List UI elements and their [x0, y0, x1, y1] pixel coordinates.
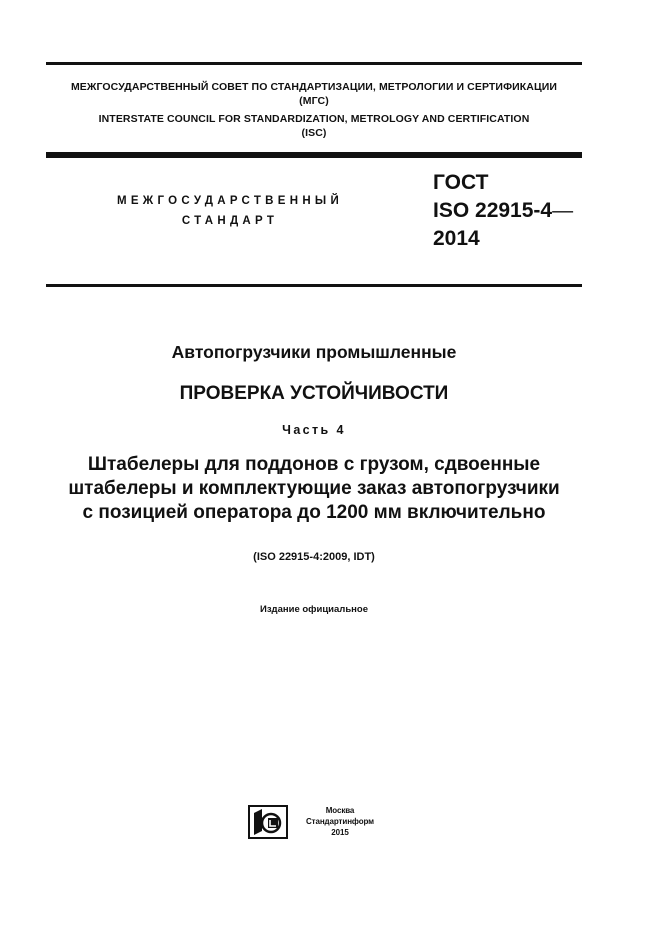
- publisher-imprint: [292, 805, 388, 838]
- title-subtitle: [46, 453, 582, 525]
- gost-designation: [433, 169, 573, 253]
- iso-reference: (ISO 22915-4:2009, IDT): [253, 551, 375, 563]
- standard-type-line1: МЕЖГОСУДАРСТВЕННЫЙ: [116, 195, 344, 207]
- publisher-year: 2015: [331, 828, 349, 837]
- standard-type: [90, 191, 370, 231]
- title-check: ПРОВЕРКА УСТОЙЧИВОСТИ: [179, 383, 449, 404]
- gost-line3: 2014: [433, 227, 480, 250]
- top-rule: [46, 62, 582, 65]
- council-en-line1: INTERSTATE COUNCIL FOR STANDARDIZATION, METROLOGY AND CERTIFICATION: [98, 113, 530, 125]
- council-en: [46, 112, 582, 140]
- publisher-city: Москва: [325, 806, 355, 815]
- gost-line2: [433, 197, 573, 225]
- edition-note: Издание официальное: [260, 604, 368, 615]
- header-bottom-rule: [46, 152, 582, 158]
- designation-bottom-rule: [46, 284, 582, 287]
- subtitle-line1: Штабелеры для поддонов с грузом, сдвоенные: [87, 454, 541, 475]
- subtitle-line2: штабелеры и комплектующие заказ автопогрузчики: [68, 478, 560, 499]
- standartinform-logo-icon: [248, 805, 288, 839]
- standard-type-line2: СТАНДАРТ: [181, 215, 279, 227]
- subtitle-line3: с позицией оператора до 1200 мм включительно: [82, 502, 546, 523]
- gost-line1: ГОСТ: [433, 171, 489, 194]
- council-en-line2: (ISC): [301, 127, 327, 139]
- gost-number: ISO 22915-4: [433, 199, 553, 222]
- gost-dash: —: [552, 199, 574, 222]
- title-main: Автопогрузчики промышленные: [171, 342, 457, 362]
- council-ru-line2: (МГС): [299, 95, 329, 107]
- title-part: Часть 4: [282, 423, 346, 437]
- council-ru-line1: МЕЖГОСУДАРСТВЕННЫЙ СОВЕТ ПО СТАНДАРТИЗАЦИИ, МЕТРОЛОГИИ И СЕРТИФИКАЦИИ: [70, 81, 558, 93]
- publisher-name: Стандартинформ: [305, 817, 375, 826]
- council-ru: [46, 80, 582, 108]
